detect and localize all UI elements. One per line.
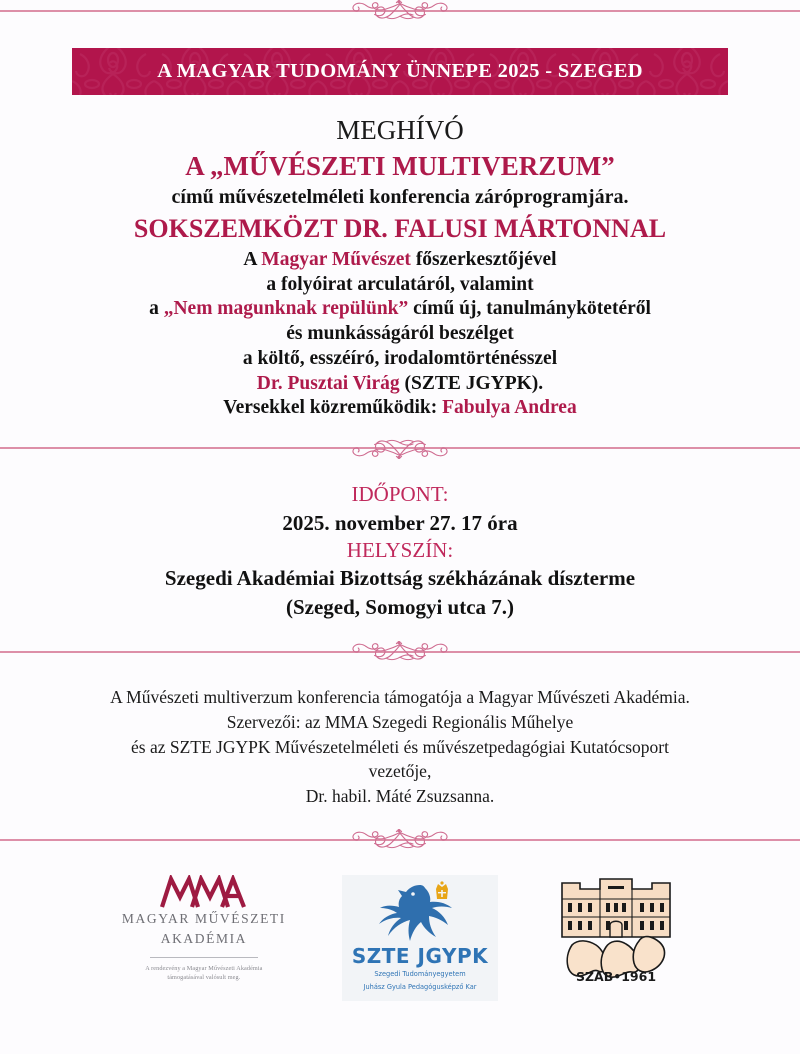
time-label: IDŐPONT: xyxy=(351,482,449,507)
book-prefix: a xyxy=(149,298,164,320)
host-role-line: a költő, esszéíró, irodalomtörténésszel xyxy=(242,347,558,369)
szab-word: SZAB•1961 xyxy=(576,969,657,984)
mma-word-line2: AKADÉMIA xyxy=(160,931,248,947)
mma-divider xyxy=(150,957,258,958)
szte-logo-box xyxy=(342,875,498,1001)
szte-sub-line2: Juhász Gyula Pedagógusképző Kar xyxy=(363,982,477,991)
logo-szte-jgypk xyxy=(342,875,498,1001)
szte-turul-bird-icon xyxy=(368,881,472,943)
organizer-line-2: Szervezői: az MMA Szegedi Regionális Műhelye xyxy=(226,711,574,732)
topic-line: a folyóirat arculatáról, valamint xyxy=(266,273,534,295)
banner-title: A MAGYAR TUDOMÁNY ÜNNEPE 2025 - SZEGED xyxy=(157,60,643,82)
invitation-block xyxy=(0,95,800,437)
meghivo-heading: MEGHÍVÓ xyxy=(336,115,464,145)
guest-program-title: SOKSZEMKÖZT DR. FALUSI MÁRTONNAL xyxy=(133,213,667,243)
banner-container xyxy=(0,22,800,95)
flourish-ornament-icon xyxy=(270,829,530,851)
book-line xyxy=(40,297,760,322)
book-suffix: című új, tanulmánykötetéről xyxy=(408,298,651,320)
conference-title: A „MŰVÉSZETI MULTIVERZUM” xyxy=(185,151,615,182)
ornamental-divider-two xyxy=(0,437,800,459)
details-block xyxy=(0,459,800,641)
mma-support-line2: támogatásával valósult meg. xyxy=(167,974,241,982)
szte-sub-line1: Szegedi Tudományegyetem xyxy=(374,970,466,979)
logos-row xyxy=(0,851,800,1054)
work-line: és munkásságáról beszélget xyxy=(286,323,514,345)
host-line xyxy=(40,372,760,397)
mma-word-line1: MAGYAR MŰVÉSZETI xyxy=(121,911,286,927)
mma-monogram-icon xyxy=(158,875,250,909)
logo-szab xyxy=(554,875,678,983)
journal-line xyxy=(40,248,760,273)
host-name: Dr. Pusztai Virág xyxy=(256,372,400,394)
poems-performer: Fabulya Andrea xyxy=(442,397,577,419)
logo-mma xyxy=(122,875,286,983)
event-banner xyxy=(72,48,728,95)
place-value: Szegedi Akadémiai Bizottság székházának díszterme xyxy=(164,566,636,591)
mma-support-line1: A rendezvény a Magyar Művészeti Akadémia xyxy=(145,964,263,972)
host-affiliation: (SZTE JGYPK). xyxy=(399,372,544,394)
szte-word: SZTE JGYPK xyxy=(351,944,489,969)
book-title: „Nem magunknak repülünk” xyxy=(163,298,409,320)
poems-prefix: Versekkel közreműködik: xyxy=(223,397,443,419)
organizer-line-3: és az SZTE JGYPK Művészetelméleti és művészetpedagógiai Kutatócsoport xyxy=(131,736,669,757)
organizer-line-1: A Művészeti multiverzum konferencia támogatója a Magyar Művészeti Akadémia. xyxy=(110,686,690,707)
ornamental-divider-three xyxy=(0,641,800,663)
organizer-line-4: vezetője, xyxy=(368,761,432,782)
conference-subtitle: című művészetelméleti konferencia záróprogramjára. xyxy=(171,185,629,208)
flourish-ornament-icon xyxy=(270,437,530,459)
szab-building-and-counties-icon xyxy=(554,875,678,983)
organizer-line-5: Dr. habil. Máté Zsuzsanna. xyxy=(305,786,495,807)
ornamental-divider-four xyxy=(0,829,800,851)
journal-suffix: főszerkesztőjével xyxy=(410,248,557,270)
journal-name: Magyar Művészet xyxy=(261,248,411,270)
ornamental-divider-top xyxy=(0,0,800,22)
szte-crown-icon xyxy=(436,881,448,899)
poems-line xyxy=(40,396,760,421)
flourish-ornament-icon xyxy=(270,0,530,22)
place-label: HELYSZÍN: xyxy=(346,537,454,562)
flourish-ornament-icon xyxy=(270,641,530,663)
place-address: (Szeged, Somogyi utca 7.) xyxy=(285,594,515,619)
time-value: 2025. november 27. 17 óra xyxy=(282,510,518,535)
organizers-block xyxy=(0,663,800,829)
journal-prefix: A xyxy=(243,248,262,270)
